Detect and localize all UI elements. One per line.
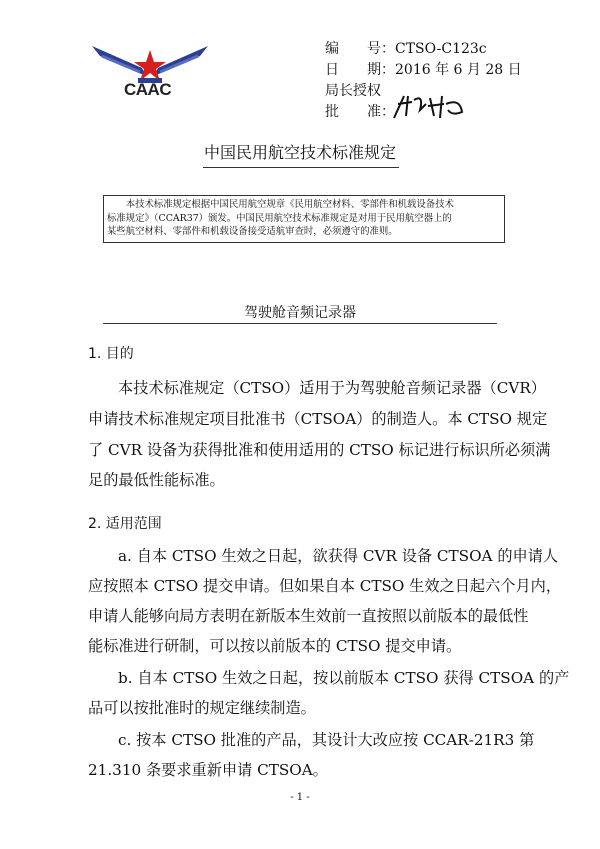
text-line: c. 按本 CTSO 批准的产品，其设计大改应按 CCAR-21R3 第	[118, 731, 535, 749]
notice-box	[103, 195, 505, 243]
title-divider	[203, 167, 399, 168]
text-line: 足的最低性能标准。	[88, 471, 225, 489]
caac-logo-icon	[90, 42, 210, 84]
approval: 批 准：	[325, 104, 395, 120]
signature-icon	[390, 90, 470, 122]
document-number: 编 号：CTSO-C123c	[325, 41, 487, 57]
text-line: 品可以按批准时的规定继续制造。	[88, 699, 316, 717]
text-line: 21.310 条要求重新申请 CTSOA。	[88, 761, 328, 779]
text-line: 能标准进行研制，可以按以前版本的 CTSO 提交申请。	[88, 637, 462, 655]
subtitle-divider	[103, 323, 497, 324]
section-heading: 2. 适用范围	[88, 516, 162, 532]
text-line: b. 自本 CTSO 生效之日起，按以前版本 CTSO 获得 CTSOA 的产	[118, 669, 570, 687]
document-date: 日 期：2016 年 6 月 28 日	[325, 62, 522, 78]
text-line: 申请技术标准规定项目批准书（CTSOA）的制造人。本 CTSO 规定	[88, 410, 548, 428]
section-heading: 1. 目的	[88, 346, 134, 362]
text-line: 应按照本 CTSO 提交申请。但如果自本 CTSO 生效之日起六个月内，	[88, 577, 562, 595]
document-subtitle: 驾驶舱音频记录器	[244, 305, 356, 321]
logo-text: CAAC	[124, 80, 172, 99]
text-line: a. 自本 CTSO 生效之日起，欲获得 CVR 设备 CTSOA 的申请人	[118, 547, 559, 565]
page-number: - 1 -	[290, 792, 310, 803]
notice-line: 标准规定》（CCAR37）颁发。中国民用航空技术标准规定是对用于民用航空器上的	[107, 212, 452, 224]
text-line: 申请人能够向局方表明在新版本生效前一直按照以前版本的最低性	[88, 607, 529, 625]
document-title: 中国民用航空技术标准规定	[203, 143, 396, 162]
authorization-label: 局长授权	[325, 83, 381, 99]
notice-line: 某些航空材料、零部件和机载设备接受适航审查时，必须遵守的准则。	[107, 226, 398, 237]
notice-line: 本技术标准规定根据中国民用航空规章《民用航空材料、零部件和机载设备技术	[107, 199, 454, 210]
text-line: 了 CVR 设备为获得批准和使用适用的 CTSO 标记进行标识所必须满	[88, 441, 551, 459]
text-line: 本技术标准规定（CTSO）适用于为驾驶舱音频记录器（CVR）	[118, 379, 546, 397]
